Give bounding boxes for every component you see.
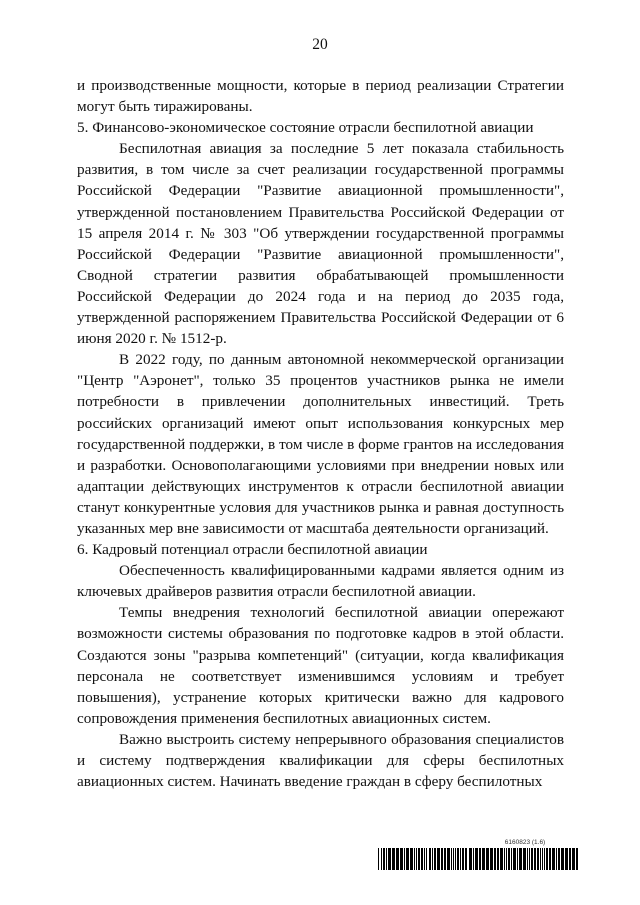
document-body bbox=[77, 75, 564, 792]
document-code: 6160823 (1.6) bbox=[504, 839, 546, 846]
paragraph-continuation: и производственные мощности, которые в период реализации Стратегии могут быть тиражированы. bbox=[77, 77, 564, 116]
barcode-icon bbox=[378, 848, 581, 870]
section-6-paragraph-2: Темпы внедрения технологий беспилотной авиации опережают возможности системы образования по подготовке кадров в этой области. Создаются зоны "разрыва компетенций" (ситуации, когда квалификация персонала не соответствует изменившимся условиям и требует повышения), устранение которых критически важно для кадрового сопровождения применения беспилотных авиационных систем. bbox=[77, 604, 564, 727]
section-6-heading: 6. Кадровый потенциал отрасли беспилотной авиации bbox=[77, 541, 428, 559]
section-5-paragraph-2: В 2022 году, по данным автономной некоммерческой организации "Центр "Аэронет", только 35 процентов участников рынка не имели потребности в привлечении дополнительных инвестиций. Треть российских организаций имеют опыт использования конкурсных мер государственной поддержки, в том числе в форме грантов на исследования и разработки. Основополагающими условиями при внедрении новых или адаптации действующих инструментов к отрасли беспилотной авиации станут конкурентные условия для участников рынка и равная доступность указанных мер вне зависимости от масштаба деятельности организаций. bbox=[77, 351, 564, 537]
section-5-heading: 5. Финансово-экономическое состояние отрасли беспилотной авиации bbox=[77, 119, 534, 137]
section-6-paragraph-1: Обеспеченность квалифицированными кадрами является одним из ключевых драйверов развития отрасли беспилотной авиации. bbox=[77, 562, 564, 601]
section-5-paragraph-1: Беспилотная авиация за последние 5 лет показала стабильность развития, в том числе за счет реализации государственной программы Российской Федерации "Развитие авиационной промышленности", утвержденной постановлением Правительства Российской Федерации от 15 апреля 2014 г. № 303 "Об утверждении государственной программы Российской Федерации "Развитие авиационной промышленности", Сводной стратегии развития обрабатывающей промышленности Российской Федерации до 2024 года и на период до 2035 года, утвержденной распоряжением Правительства Российской Федерации от 6 июня 2020 г. № 1512-р. bbox=[77, 140, 564, 348]
page-number: 20 bbox=[312, 36, 328, 53]
section-6-paragraph-3: Важно выстроить систему непрерывного образования специалистов и систему подтверждения квалификации для сферы беспилотных авиационных систем. Начинать введение граждан в сферу беспилотных bbox=[77, 730, 564, 791]
